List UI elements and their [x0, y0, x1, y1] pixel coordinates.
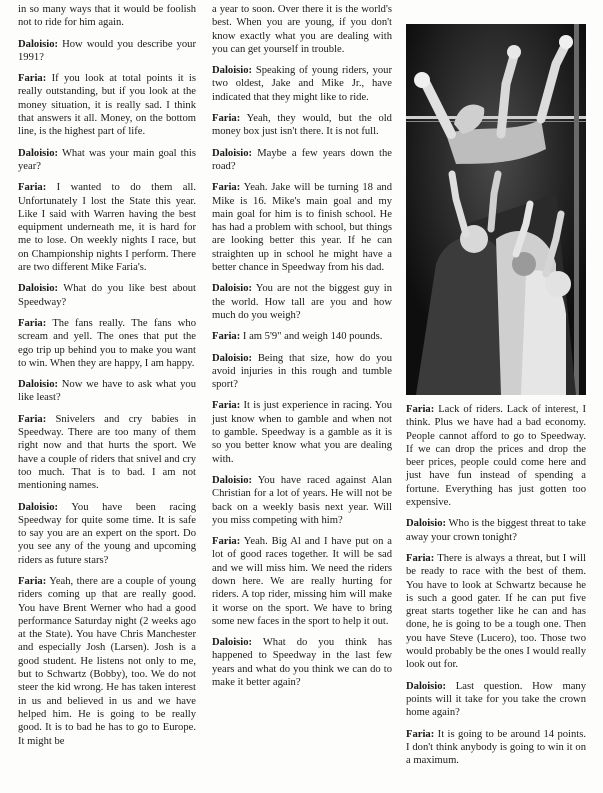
- interview-paragraph: [18, 575, 196, 748]
- speaker-label: Daloisio:: [18, 379, 59, 391]
- interview-paragraph: [18, 413, 196, 493]
- paragraph-text: I wanted to do them all. Unfortunately I lost the State this year. Like I said with Warren having the best equipment underneath me, it is hard for me to lose. On weekly nights I race, but on Championship nights I perform. There are two different Mike Faria's.: [18, 182, 196, 274]
- speaker-label: Faria:: [18, 73, 47, 85]
- interview-paragraph: [18, 72, 196, 138]
- paragraph-text: Snivelers and cry babies in Speedway. There are too many of them right now and that hurts the sport. We have a couple of riders that snivel and cry too much. That is to bad. I am not mentioning names.: [18, 413, 196, 492]
- column-middle: [212, 3, 392, 697]
- interview-paragraph: [212, 64, 392, 104]
- interview-paragraph: [406, 728, 586, 768]
- speaker-label: Faria:: [406, 728, 435, 740]
- paragraph-text: The fans really. The fans who scream and yell. The ones that put the ego trip up behind you to make you want to win. When they are happy, I am happy.: [18, 317, 196, 369]
- paragraph-text: Who is the biggest threat to take away your crown tonight?: [406, 518, 586, 543]
- speaker-label: Faria:: [406, 404, 435, 415]
- interview-paragraph: [406, 403, 586, 509]
- speaker-label: Faria:: [18, 317, 47, 329]
- interview-paragraph: [406, 680, 586, 720]
- speaker-label: Daloisio:: [406, 518, 447, 530]
- interview-paragraph: [212, 181, 392, 274]
- speaker-label: Faria:: [212, 182, 241, 194]
- paragraph-text: Now we have to ask what you like least?: [18, 379, 197, 404]
- interview-paragraph: [18, 147, 196, 174]
- interview-paragraph: [212, 352, 392, 392]
- paragraph-text: Maybe a few years down the road?: [212, 147, 392, 172]
- paragraph-text: It is just experience in racing. You just know when to gamble and when not to gamble. Speedway is a gamble as it is so you better know what you are dealing with.: [212, 400, 392, 465]
- speaker-label: Faria:: [212, 536, 241, 548]
- interview-paragraph: [212, 330, 392, 343]
- speaker-label: Faria:: [18, 413, 47, 425]
- column-right: [406, 403, 586, 775]
- speaker-label: Daloisio:: [212, 65, 253, 77]
- speaker-label: Daloisio:: [18, 147, 59, 159]
- speaker-label: Daloisio:: [212, 147, 253, 159]
- interview-paragraph: [212, 112, 392, 139]
- speaker-label: Daloisio:: [18, 501, 59, 513]
- paragraph-text: I am 5'9" and weigh 140 pounds.: [242, 331, 383, 343]
- speaker-label: Daloisio:: [18, 283, 59, 295]
- paragraph-text: What was your main goal this year?: [18, 147, 196, 172]
- paragraph-text: Yeah. Jake will be turning 18 and Mike is 16. Mike's main goal and my main goal for him is to finish school. He has had a problem with school, but things are looking better this year. If he can straighten up in school he might have a better chance in Speedway from his dad.: [212, 182, 393, 274]
- paragraph-text: What do you think has happened to Speedway in the last few years and what do you think we can do to make it better again?: [212, 637, 392, 689]
- celebration-photo: [406, 24, 586, 395]
- speaker-label: Daloisio:: [212, 283, 253, 295]
- interview-paragraph: [18, 317, 196, 370]
- celebration-photo-icon: [406, 24, 586, 395]
- speaker-label: Faria:: [212, 400, 241, 412]
- speaker-label: Faria:: [18, 575, 47, 587]
- paragraph-text: There is always a threat, but I will be ready to race with the best of them. You have to look at Schwartz because he is such a good gater. If he can put five great starts together like he can and has done, he is going to be a tough one. Then you have Steve (Lucero), too. Those two would probably be the ones I would really look out for.: [406, 552, 586, 671]
- interview-paragraph: [212, 535, 392, 628]
- paragraph-text: What do you like best about Speedway?: [18, 283, 196, 308]
- interview-paragraph: [18, 38, 196, 65]
- interview-paragraph: [212, 282, 392, 322]
- speaker-label: Daloisio:: [406, 680, 447, 692]
- interview-paragraph: [406, 552, 586, 672]
- speaker-label: Faria:: [212, 113, 241, 125]
- speaker-label: Faria:: [406, 552, 435, 564]
- speaker-label: Faria:: [212, 331, 241, 343]
- interview-paragraph: [212, 147, 392, 174]
- paragraph-text: You have been racing Speedway for quite some time. It is safe to say you are an expert on the sport. Do you see any of the young and upcoming riders as future stars?: [18, 501, 197, 566]
- paragraph-text: It is going to be around 14 points. I don't think anybody is going to win it on a maximum.: [406, 728, 586, 767]
- interview-paragraph: [212, 636, 392, 689]
- interview-paragraph: [18, 282, 196, 309]
- interview-paragraph: [18, 3, 196, 30]
- interview-paragraph: [406, 517, 586, 544]
- paragraph-text: Last question. How many points will it take for you take the crown home again?: [406, 680, 586, 719]
- paragraph-text: Speaking of young riders, your two oldest, Jake and Mike Jr., have indicated that they might like to ride.: [212, 65, 392, 103]
- paragraph-text: a year to soon. Over there it is the world's best. When you are young, if you don't know exactly what you are dealing with you can get yourself in trouble.: [212, 4, 392, 55]
- interview-paragraph: [18, 378, 196, 405]
- interview-paragraph: [18, 181, 196, 274]
- speaker-label: Daloisio:: [18, 38, 59, 50]
- paragraph-text: How would you describe your 1991?: [18, 38, 196, 63]
- paragraph-text: in so many ways that it would be foolish not to ride for him again.: [18, 4, 196, 29]
- paragraph-text: Being that size, how do you avoid injuries in this rough and tumble sport?: [212, 352, 392, 391]
- speaker-label: Daloisio:: [212, 474, 253, 486]
- interview-paragraph: [212, 3, 392, 56]
- speaker-label: Faria:: [18, 182, 47, 194]
- column-left: [18, 3, 196, 756]
- paragraph-text: You are not the biggest guy in the world. How tall are you and how much do you weigh?: [212, 283, 393, 321]
- speaker-label: Daloisio:: [212, 352, 253, 364]
- paragraph-text: Lack of riders. Lack of interest, I think. Plus we have had a bad economy. People cannot afford to go to Speedway. If we can drop the prices and drop the beer prices, people could come here and just have fun instead of spending a fortune. Everything has just gotten too expensive.: [406, 404, 586, 509]
- interview-paragraph: [18, 501, 196, 567]
- interview-paragraph: [212, 474, 392, 527]
- speaker-label: Daloisio:: [212, 637, 253, 649]
- interview-paragraph: [212, 399, 392, 465]
- paragraph-text: Yeah, there are a couple of young riders coming up that are really good. You have Brent Werner who had a good performance Saturday night (2 weeks ago at the State). You have Chris Manchester and especially Josh (Larsen). Josh is a good student. He listens not only to me, but to Schwartz (Bobby), too. We do not steer the kid wrong. He has taken interest in us and believed in us and we have helped him. He is going to be really good. It is to bad he has to go to Europe. It might be: [18, 575, 196, 747]
- paragraph-text: Yeah. Big Al and I have put on a lot of good races together. It will be sad and we will miss him. We need the riders down here. We are really hurting for riders. A top rider, missing him will make it worse on the sport. We have to bring some new faces in the sport to help it out.: [212, 536, 392, 627]
- paragraph-text: If you look at total points it is really outstanding, but if you look at the money situation, it is really sad. I think that answers it all. Money, on the bottom line, is the highest part of life.: [18, 73, 196, 138]
- paragraph-text: You have raced against Alan Christian for a lot of years. He will not be back on a weekly basis next year. Will you miss competing with him?: [212, 474, 392, 526]
- paragraph-text: Yeah, they would, but the old money box just isn't there. It is not full.: [212, 113, 392, 138]
